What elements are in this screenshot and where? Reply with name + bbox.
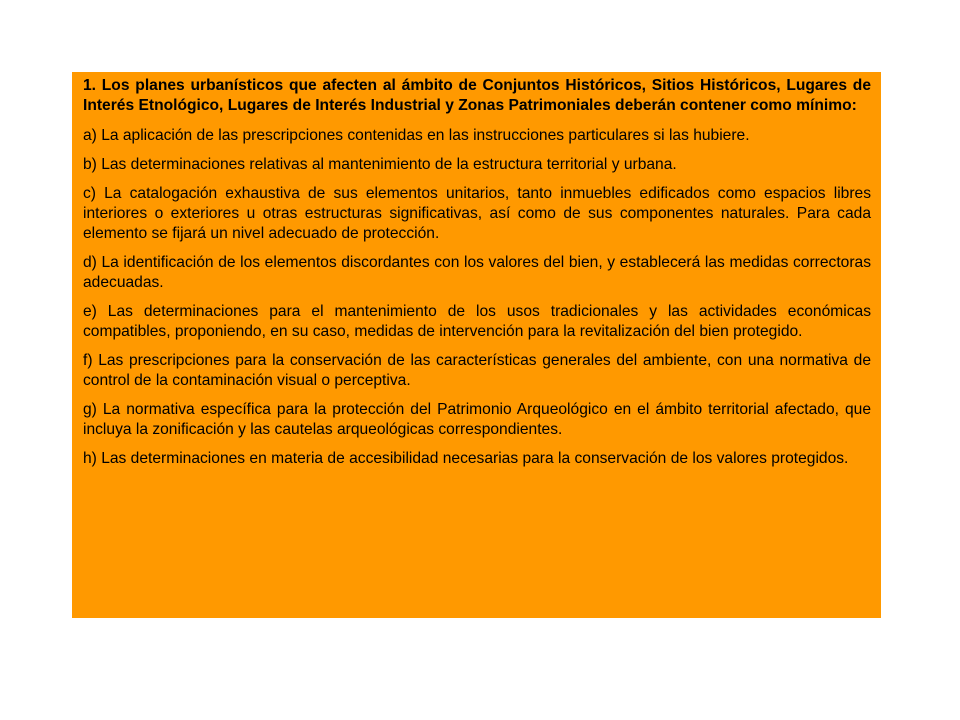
- list-item-b: b) Las determinaciones relativas al mantenimiento de la estructura territorial y urbana.: [83, 156, 677, 173]
- list-item-c: c) La catalogación exhaustiva de sus elementos unitarios, tanto inmuebles edificados como espacios libres interiores o exteriores u otras estructuras significativas, así como de sus componentes naturales. Para cada elemento se fijará un nivel adecuado de protección.: [83, 185, 871, 242]
- article-heading: 1. Los planes urbanísticos que afecten al ámbito de Conjuntos Históricos, Sitios Históricos, Lugares de Interés Etnológico, Lugares de Interés Industrial y Zonas Patrimoniales deberán contener como mínimo:: [83, 77, 871, 114]
- list-item-g: g) La normativa específica para la protección del Patrimonio Arqueológico en el ámbito territorial afectado, que incluya la zonificación y las cautelas arqueológicas correspondientes.: [83, 401, 871, 438]
- content-panel: [72, 72, 881, 618]
- list-item-e: e) Las determinaciones para el mantenimiento de los usos tradicionales y las actividades económicas compatibles, proponiendo, en su caso, medidas de intervención para la revitalización del bien protegido.: [83, 303, 871, 340]
- list-item-h: h) Las determinaciones en materia de accesibilidad necesarias para la conservación de los valores protegidos.: [83, 450, 849, 467]
- list-item-f: f) Las prescripciones para la conservación de las características generales del ambiente, con una normativa de control de la contaminación visual o perceptiva.: [83, 352, 871, 389]
- list-item-d: d) La identificación de los elementos discordantes con los valores del bien, y establecerá las medidas correctoras adecuadas.: [83, 254, 871, 291]
- list-item-a: a) La aplicación de las prescripciones contenidas en las instrucciones particulares si las hubiere.: [83, 127, 750, 144]
